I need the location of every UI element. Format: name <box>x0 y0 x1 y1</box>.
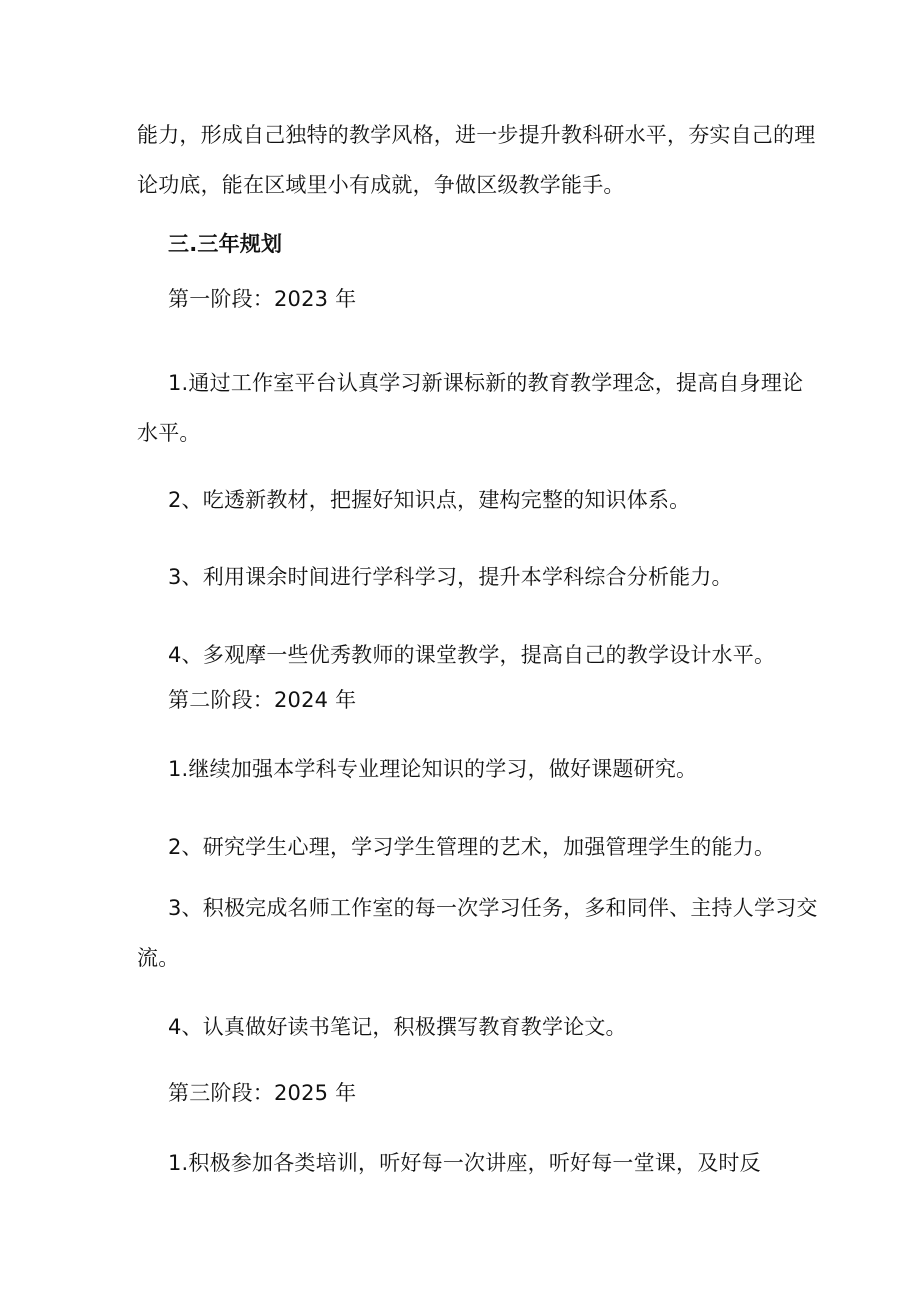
stage1-item1-line-2: 水平。 <box>137 421 201 445</box>
section-heading: 三.三年规划 <box>168 232 283 256</box>
stage1-item2: 2、吃透新教材，把握好知识点，建构完整的知识体系。 <box>168 488 691 512</box>
stage2-title: 第二阶段：2024 年 <box>168 688 357 712</box>
intro-line-2: 论功底，能在区域里小有成就，争做区级教学能手。 <box>137 173 625 197</box>
stage2-item4: 4、认真做好读书笔记，积极撰写教育教学论文。 <box>168 1015 627 1039</box>
stage1-item1-line-1: 1.通过工作室平台认真学习新课标新的教育教学理念，提高自身理论 <box>168 371 804 395</box>
stage3-title: 第三阶段：2025 年 <box>168 1081 357 1105</box>
stage3-item1: 1.积极参加各类培训，听好每一次讲座，听好每一堂课，及时反 <box>168 1151 761 1175</box>
stage1-title: 第一阶段：2023 年 <box>168 287 357 311</box>
stage1-item3: 3、利用课余时间进行学科学习，提升本学科综合分析能力。 <box>168 565 733 589</box>
stage2-item3-line-2: 流。 <box>137 946 180 970</box>
stage2-item3-line-1: 3、积极完成名师工作室的每一次学习任务，多和同伴、主持人学习交 <box>168 896 818 920</box>
stage1-item4: 4、多观摩一些优秀教师的课堂教学，提高自己的教学设计水平。 <box>168 643 776 667</box>
stage2-item2: 2、研究学生心理，学习学生管理的艺术，加强管理学生的能力。 <box>168 835 776 859</box>
stage2-item1: 1.继续加强本学科专业理论知识的学习，做好课题研究。 <box>168 757 698 781</box>
intro-line-1: 能力，形成自己独特的教学风格，进一步提升教科研水平，夯实自己的理 <box>137 123 816 147</box>
